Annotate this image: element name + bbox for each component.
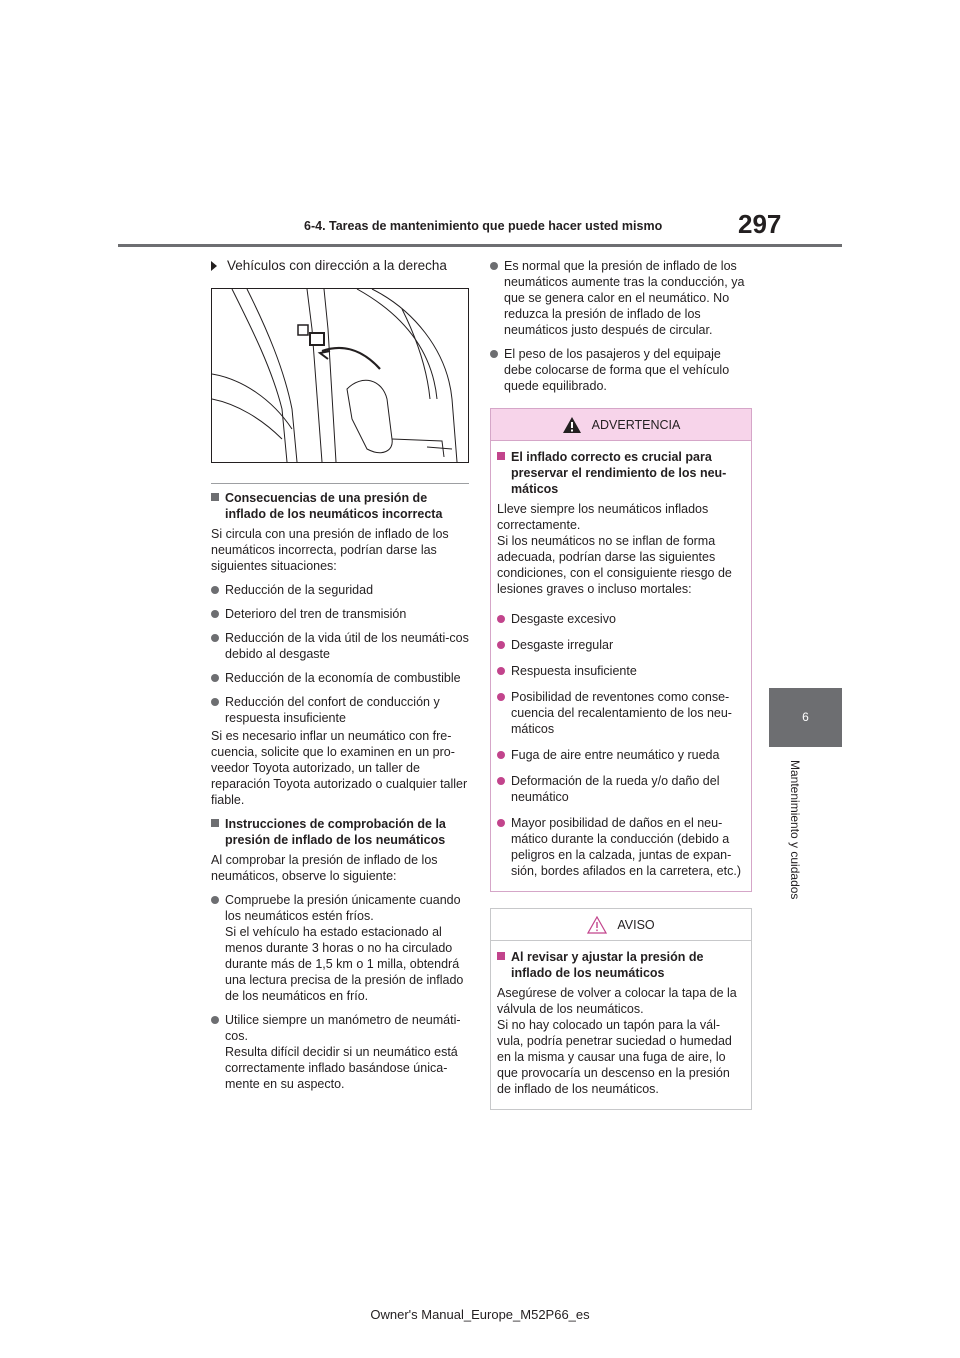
chapter-tab[interactable]: 6 [769, 688, 842, 747]
triangle-bullet-icon [211, 261, 217, 271]
square-bullet-icon [497, 952, 505, 960]
bullet-dot-icon [211, 1016, 219, 1024]
list-item: Posibilidad de reventones como conse-cuencia del recalentamiento de los neu-máticos [497, 689, 745, 737]
warning-triangle-icon [562, 416, 582, 434]
list-item: Deformación de la rueda y/o daño del neumático [497, 773, 745, 805]
bullet-dot-icon [497, 777, 505, 785]
door-pillar-illustration [212, 289, 468, 462]
section-heading [211, 490, 469, 522]
bullet-dot-icon [497, 667, 505, 675]
bullet-dot-icon [211, 586, 219, 594]
notice-body [491, 941, 751, 1109]
notice-box [490, 908, 752, 1110]
bullet-dot-icon [497, 693, 505, 701]
warning-title: El inflado correcto es crucial para preservar el rendimiento de los neu-máticos [511, 450, 727, 496]
warning-heading [497, 449, 745, 497]
left-column [211, 258, 469, 1100]
list-item: Utilice siempre un manómetro de neumáti-cos. Resulta difícil decidir si un neumático está correctamente inflado basándose única-mente en su aspecto. [211, 1012, 469, 1092]
square-bullet-icon [211, 819, 219, 827]
bullet-dot-icon [497, 751, 505, 759]
bullet-dot-icon [211, 698, 219, 706]
list-item: Fuga de aire entre neumático y rueda [497, 747, 745, 763]
list-item: El peso de los pasajeros y del equipaje debe colocarse de forma que el vehículo quede equilibrado. [490, 346, 752, 394]
notice-label: AVISO [617, 917, 655, 932]
tire-label-illustration [211, 288, 469, 463]
caution-triangle-icon [587, 916, 607, 934]
list-item: Reducción de la economía de combustible [211, 670, 469, 686]
bullet-dot-icon [490, 262, 498, 270]
warning-header [491, 409, 751, 441]
paragraph: Si es necesario inflar un neumático con fre-cuencia, solicite que lo examinen en un pro-veedor Toyota autorizado, un taller de reparación Toyota autorizado o cualquier taller fiable. [211, 729, 468, 807]
warning-label: ADVERTENCIA [591, 417, 681, 432]
vehicle-heading-text: Vehículos con dirección a la derecha [227, 258, 447, 273]
section-header-title: 6-4. Tareas de mantenimiento que puede hacer usted mismo [304, 219, 663, 233]
warning-box [490, 408, 752, 892]
list-item: Respuesta insuficiente [497, 663, 745, 679]
notice-text: Asegúrese de volver a colocar la tapa de la válvula de los neumáticos. Si no hay colocado un tapón para la vál-vula, podría penetrar suciedad o humedad en la misma y causar una fuga de aire, lo que provocaría un descenso en la presión de inflado de los neumáticos. [497, 986, 737, 1096]
list-item: Reducción de la seguridad [211, 582, 469, 598]
paragraph: Si circula con una presión de inflado de los neumáticos incorrecta, podrían darse las siguientes situaciones: [211, 527, 449, 573]
list-item: Deterioro del tren de transmisión [211, 606, 469, 622]
square-bullet-icon [497, 452, 505, 460]
notice-title: Al revisar y ajustar la presión de inflado de los neumáticos [511, 950, 704, 980]
notice-header [491, 909, 751, 941]
warning-body [491, 441, 751, 891]
list-item: Compruebe la presión únicamente cuando los neumáticos estén fríos. Si el vehículo ha estado estacionado al menos durante 3 horas o no ha circulado durante más de 1,5 km o 1 milla, obtendrá una lectura precisa de la presión de inflado de los neumáticos en frío. [211, 892, 469, 1004]
section-title: Consecuencias de una presión de inflado de los neumáticos incorrecta [225, 491, 443, 521]
right-column [490, 258, 752, 1110]
paragraph: Al comprobar la presión de inflado de los neumáticos, observe lo siguiente: [211, 853, 438, 883]
bullet-dot-icon [211, 674, 219, 682]
vehicle-heading [211, 258, 469, 274]
list-item: Es normal que la presión de inflado de los neumáticos aumente tras la conducción, ya que se genera calor en el neumático. No reduzca la presión de inflado de los neumáticos justo después de circular. [490, 258, 752, 338]
section-title: Instrucciones de comprobación de la presión de inflado de los neumáticos [225, 817, 446, 847]
list-item: Reducción de la vida útil de los neumáti-cos debido al desgaste [211, 630, 469, 662]
warning-text: Lleve siempre los neumáticos inflados correctamente. Si los neumáticos no se inflan de forma adecuada, podrían darse las siguientes condiciones, con el consiguiente riesgo de lesiones graves o incluso mortales: [497, 502, 732, 596]
footer-doc-id: Owner's Manual_Europe_M52P66_es [370, 1307, 590, 1322]
section-heading [211, 816, 469, 848]
list-item: Mayor posibilidad de daños en el neu-mático durante la conducción (debido a peligros en la calzada, juntas de expan-sión, bordes afilados en la carretera, etc.) [497, 815, 745, 879]
list-item: Reducción del confort de conducción y respuesta insuficiente [211, 694, 469, 726]
header-divider [118, 244, 842, 247]
square-bullet-icon [211, 493, 219, 501]
bullet-dot-icon [497, 641, 505, 649]
figure-divider [211, 483, 469, 484]
bullet-dot-icon [497, 819, 505, 827]
page-number: 297 [738, 209, 782, 239]
bullet-dot-icon [211, 634, 219, 642]
list-item: Desgaste irregular [497, 637, 745, 653]
notice-heading [497, 949, 745, 981]
bullet-dot-icon [497, 615, 505, 623]
bullet-dot-icon [490, 350, 498, 358]
chapter-tab-label: Mantenimiento y cuidados [788, 760, 802, 900]
list-item: Desgaste excesivo [497, 611, 745, 627]
bullet-dot-icon [211, 610, 219, 618]
bullet-dot-icon [211, 896, 219, 904]
